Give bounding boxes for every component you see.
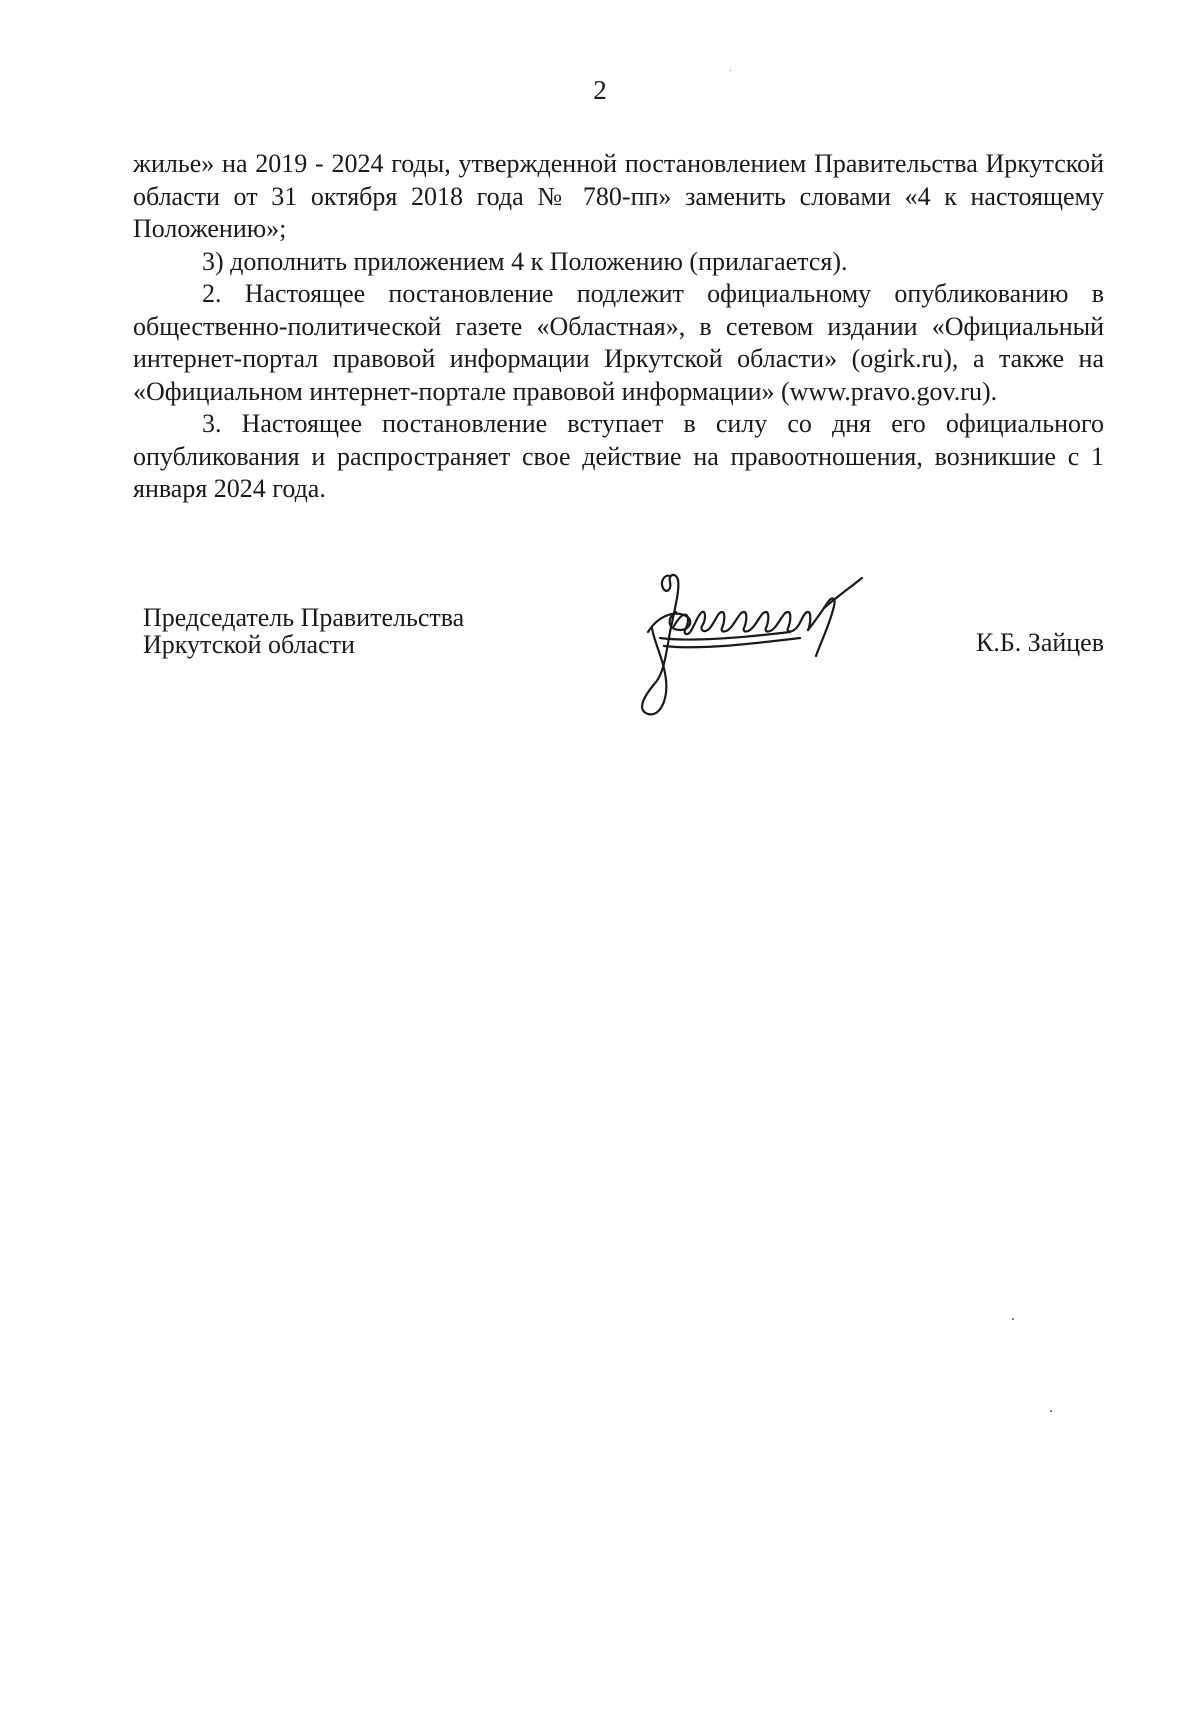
scan-speck bbox=[730, 70, 731, 71]
handwritten-signature bbox=[630, 572, 890, 717]
paragraph-continuation: жилье» на 2019 - 2024 годы, утвержденной постановлением Правительства Иркутской области от 31 октября 2018 года № 780-пп» заменить словами «4 к настоящему Положению»; bbox=[133, 149, 1104, 243]
page-number: 2 bbox=[593, 75, 607, 105]
signatory-title bbox=[143, 604, 464, 658]
paragraph-publication: 2. Настоящее постановление подлежит официальному опубликованию в общественно-политической газете «Областная», в сетевом издании «Официальный интернет-портал правовой информации Иркутской области» (ogirk.ru), а также на «Официальном интернет-портале правовой информации» (www.pravo.gov.ru). bbox=[133, 279, 1104, 406]
paragraph-item-3: 3) дополнить приложением 4 к Положению (прилагается). bbox=[202, 246, 848, 276]
signatory-title-line-2: Иркутской области bbox=[143, 630, 355, 659]
scan-speck bbox=[1012, 1318, 1014, 1320]
scan-speck bbox=[1050, 1410, 1052, 1412]
paragraph-effective-date: 3. Настоящее постановление вступает в силу со дня его официального опубликования и распространяет свое действие на правоотношения, возникшие с 1 января 2024 года. bbox=[133, 409, 1104, 503]
signatory-title-line-1: Председатель Правительства bbox=[143, 603, 465, 632]
signatory-name: К.Б. Зайцев bbox=[976, 628, 1104, 657]
document-body bbox=[133, 148, 1104, 506]
